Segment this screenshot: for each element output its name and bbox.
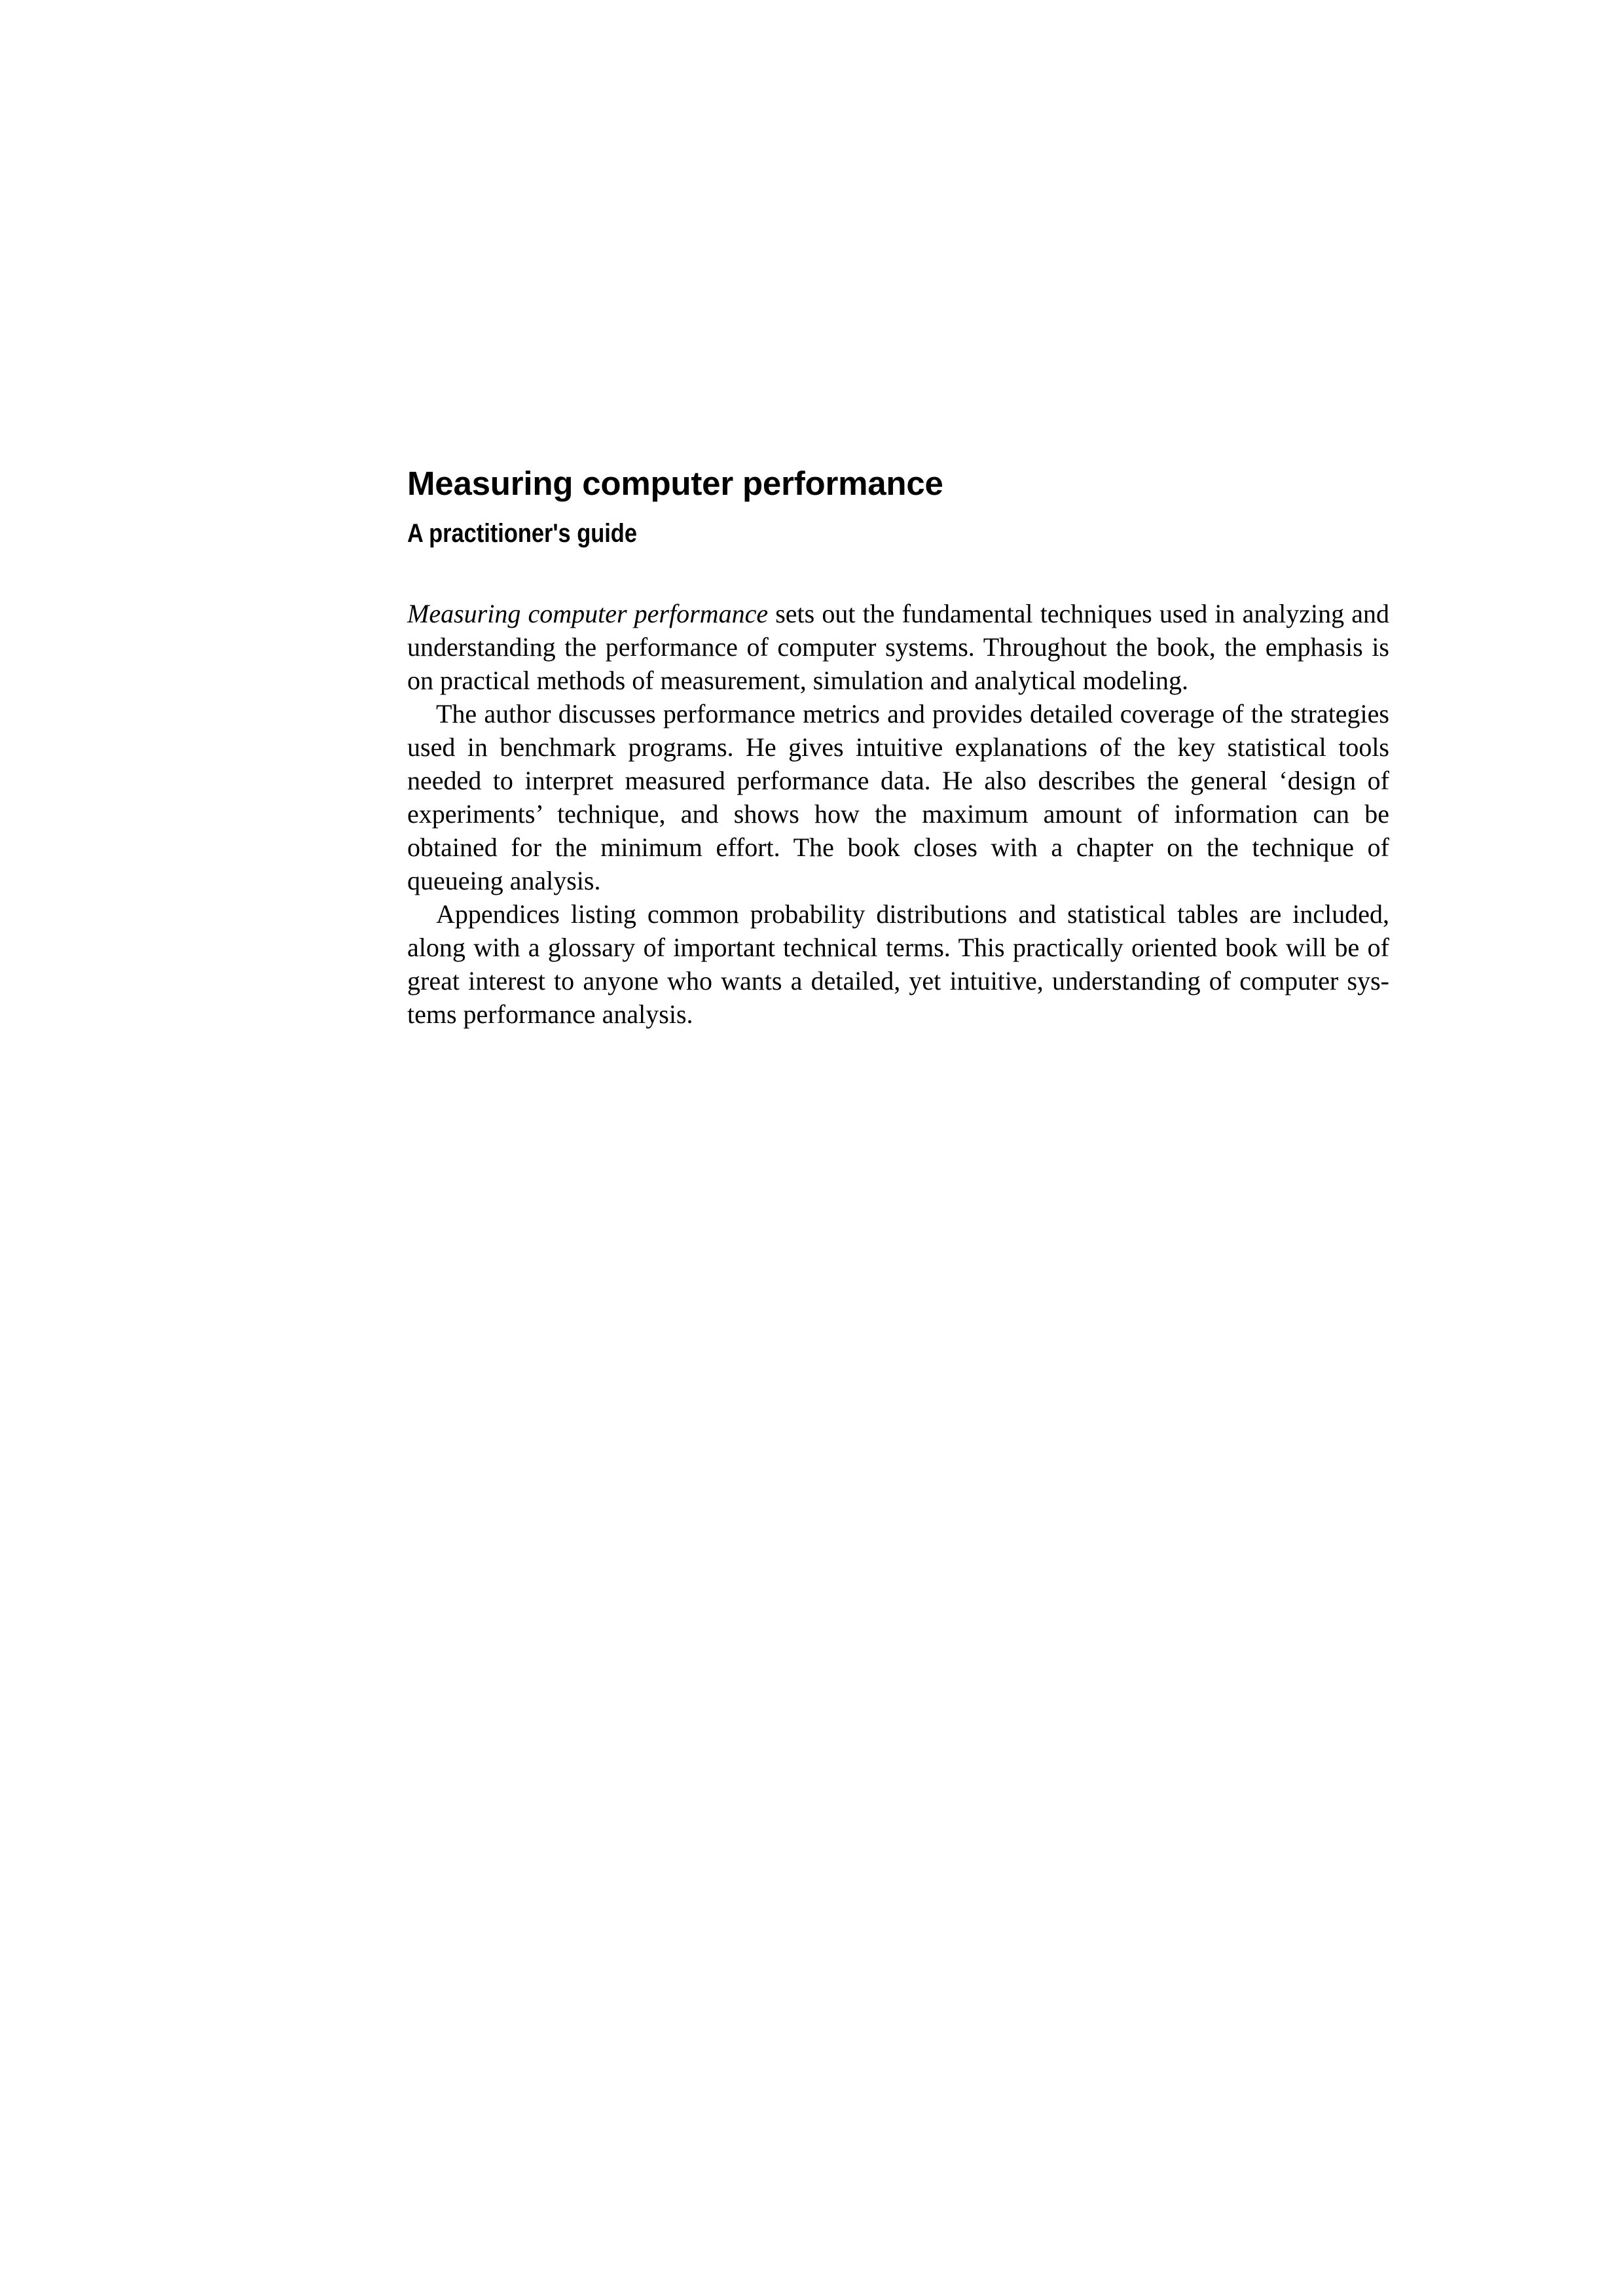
italic-book-title: Measuring computer performance bbox=[407, 599, 769, 628]
description-body bbox=[407, 597, 1389, 1031]
description-paragraph-1 bbox=[407, 597, 1389, 697]
description-paragraph-3: Appendices listing common probability distributions and statistical tables are included, along with a glossary of important technical terms. This practically oriented book will be of great interest to anyone who wants a detailed, yet intuitive, understanding of computer systems performance analysis. bbox=[407, 899, 1389, 1029]
book-subtitle: A practitioner's guide bbox=[407, 519, 637, 548]
blurb-block bbox=[407, 463, 1389, 1031]
paragraph-1-text: sets out the fundamental techniques used in analyzing and understanding the performance of computer systems. Throughout the book, the emphasis is on practical methods of measurement, simulation and analytical modeling. bbox=[407, 599, 1389, 695]
description-paragraph-2: The author discusses performance metrics and provides detailed coverage of the strategies used in benchmark programs. He gives intuitive explanations of the key statistical tools needed to interpret measured performance data. He also describes the general ‘design of experiments’ technique, and shows how the maximum amount of information can be obtained for the minimum effort. The book closes with a chapter on the technique of queueing analysis. bbox=[407, 699, 1389, 895]
book-title: Measuring computer performance bbox=[407, 465, 943, 502]
